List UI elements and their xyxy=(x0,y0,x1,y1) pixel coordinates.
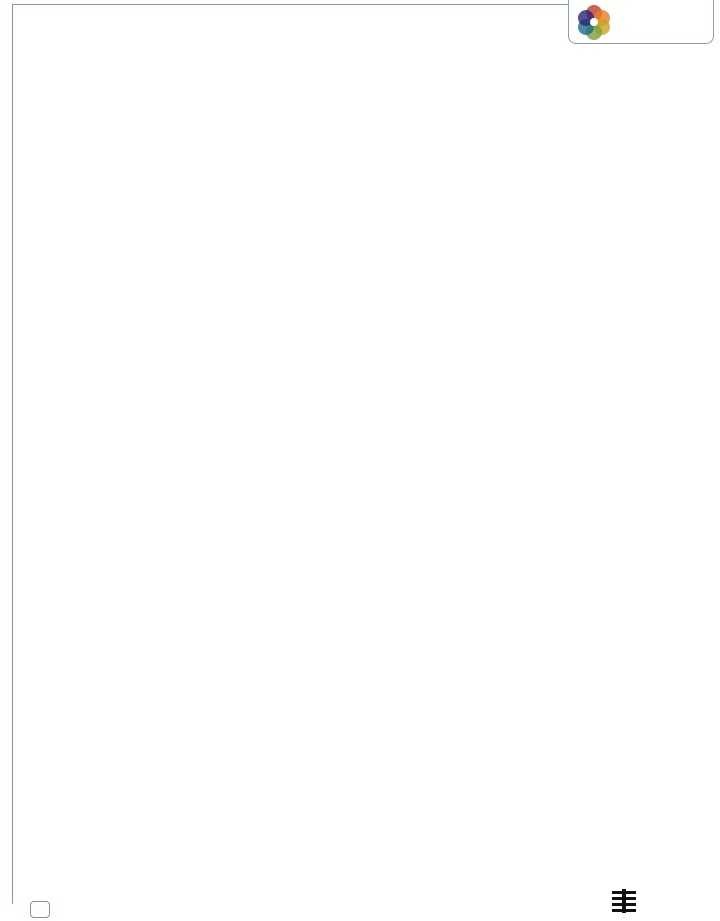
page-frame-top xyxy=(12,4,572,5)
page-number xyxy=(30,901,50,918)
page-frame-left xyxy=(12,4,13,904)
eqi-logo xyxy=(568,0,714,44)
eqi-flower-icon xyxy=(575,3,613,41)
mhs-logo-icon xyxy=(612,889,636,913)
